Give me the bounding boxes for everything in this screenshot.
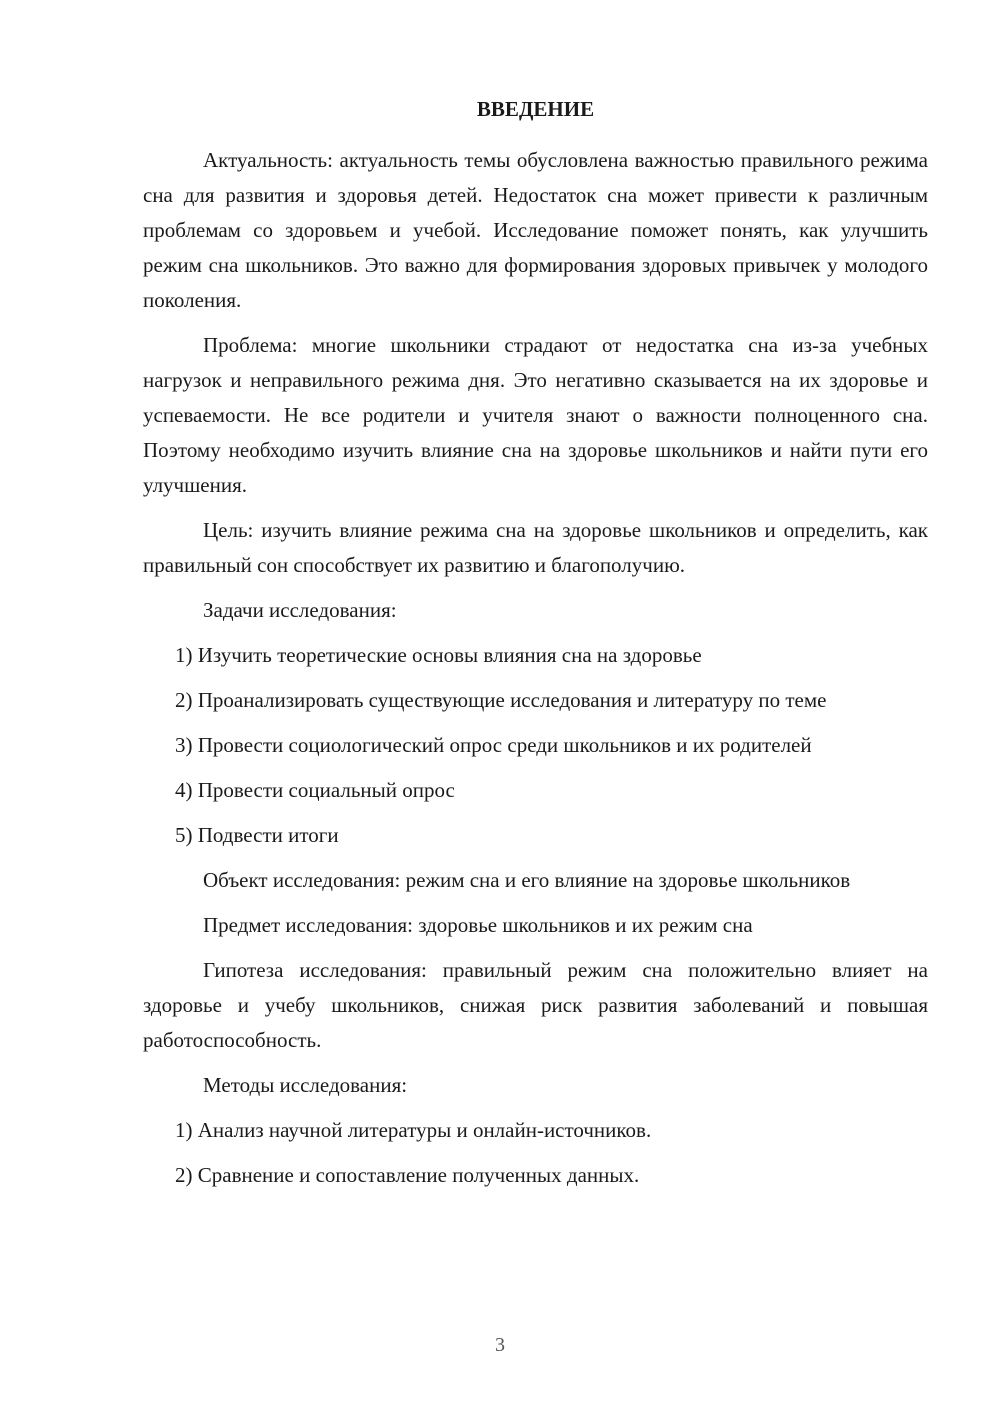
task-item: 4) Провести социальный опрос (175, 778, 455, 802)
methods-heading: Методы исследования: (203, 1073, 408, 1097)
problem-paragraph: Проблема: многие школьники страдают от недостатка сна из-за учебных нагрузок и неправильного режима дня. Это негативно сказывается на их здоровье и успеваемости. Не все родители и учителя знают о важности полноценного сна. Поэтому необходимо изучить влияние сна на здоровье школьников и найти пути его улучшения. (143, 333, 928, 497)
task-item: 1) Изучить теоретические основы влияния сна на здоровье (175, 643, 702, 667)
relevance-paragraph: Актуальность: актуальность темы обусловлена важностью правильного режима сна для развития и здоровья детей. Недостаток сна может привести к различным проблемам со здоровьем и учебой. Исследование поможет понять, как улучшить режим сна школьников. Это важно для формирования здоровых привычек у молодого поколения. (143, 148, 928, 312)
method-item: 2) Сравнение и сопоставление полученных данных. (175, 1163, 640, 1187)
document-body (143, 92, 928, 1203)
page-number: 3 (495, 1334, 505, 1356)
method-item: 1) Анализ научной литературы и онлайн-источников. (175, 1118, 652, 1142)
subject-paragraph: Предмет исследования: здоровье школьников и их режим сна (203, 913, 753, 937)
object-paragraph: Объект исследования: режим сна и его влияние на здоровье школьников (203, 868, 851, 892)
task-item: 5) Подвести итоги (175, 823, 339, 847)
task-item: 2) Проанализировать существующие исследования и литературу по теме (175, 688, 827, 712)
tasks-heading: Задачи исследования: (203, 598, 397, 622)
goal-paragraph: Цель: изучить влияние режима сна на здоровье школьников и определить, как правильный сон способствует их развитию и благополучию. (143, 518, 928, 577)
task-item: 3) Провести социологический опрос среди школьников и их родителей (175, 733, 812, 757)
section-title: ВВЕДЕНИЕ (476, 97, 595, 121)
hypothesis-paragraph: Гипотеза исследования: правильный режим сна положительно влияет на здоровье и учебу школьников, снижая риск развития заболеваний и повышая работоспособность. (143, 958, 928, 1052)
